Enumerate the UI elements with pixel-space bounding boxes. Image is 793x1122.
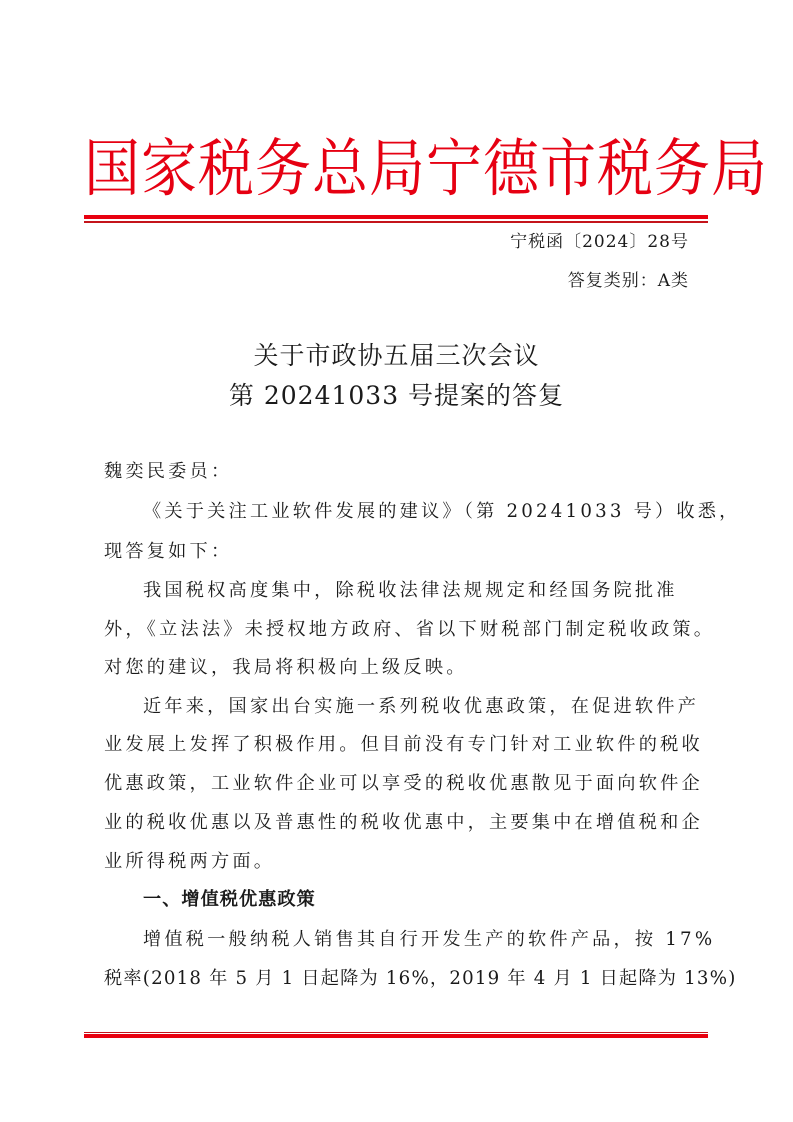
body-line: 业的税收优惠以及普惠性的税收优惠中，主要集中在增值税和企 xyxy=(104,812,703,833)
document-title-line-2: 第 20241033 号提案的答复 xyxy=(228,381,565,410)
masthead-rule-thick xyxy=(84,215,708,219)
body-line: 优惠政策，工业软件企业可以享受的税收优惠散见于面向软件企 xyxy=(104,773,703,794)
document-number: 宁税函〔2024〕28号 xyxy=(510,232,689,252)
document-title-line-1: 关于市政协五届三次会议 xyxy=(253,341,540,370)
body-line: 业所得税两方面。 xyxy=(104,851,276,872)
body-line: 税率(2018 年 5 月 1 日起降为 16%，2019 年 4 月 1 日起降为 13%) xyxy=(104,968,737,989)
masthead-title: 国家税务总局宁德市税务局 xyxy=(84,133,768,206)
body-line: 《关于关注工业软件发展的建议》（第 20241033 号）收悉， xyxy=(143,501,741,522)
salutation: 魏奕民委员： xyxy=(104,461,233,482)
body-line: 对您的建议，我局将积极向上级反映。 xyxy=(104,657,468,678)
body-line: 近年来，国家出台实施一系列税收优惠政策，在促进软件产 xyxy=(143,696,700,717)
reply-category: 答复类别：A类 xyxy=(567,271,689,291)
body-line: 业发展上发挥了积极作用。但目前没有专门针对工业软件的税收 xyxy=(104,734,703,755)
footer-rule-thick xyxy=(84,1034,708,1038)
body-line: 增值税一般纳税人销售其自行开发生产的软件产品，按 17% xyxy=(143,929,716,950)
footer-rule-thin xyxy=(84,1032,708,1033)
body-line: 外，《立法法》未授权地方政府、省以下财税部门制定税收政策。 xyxy=(104,619,716,640)
section-heading: 一、增值税优惠政策 xyxy=(143,889,316,910)
body-line: 我国税权高度集中，除税收法律法规规定和经国务院批准 xyxy=(143,580,678,601)
masthead-rule-thin xyxy=(84,221,708,223)
body-line: 现答复如下： xyxy=(104,541,233,562)
